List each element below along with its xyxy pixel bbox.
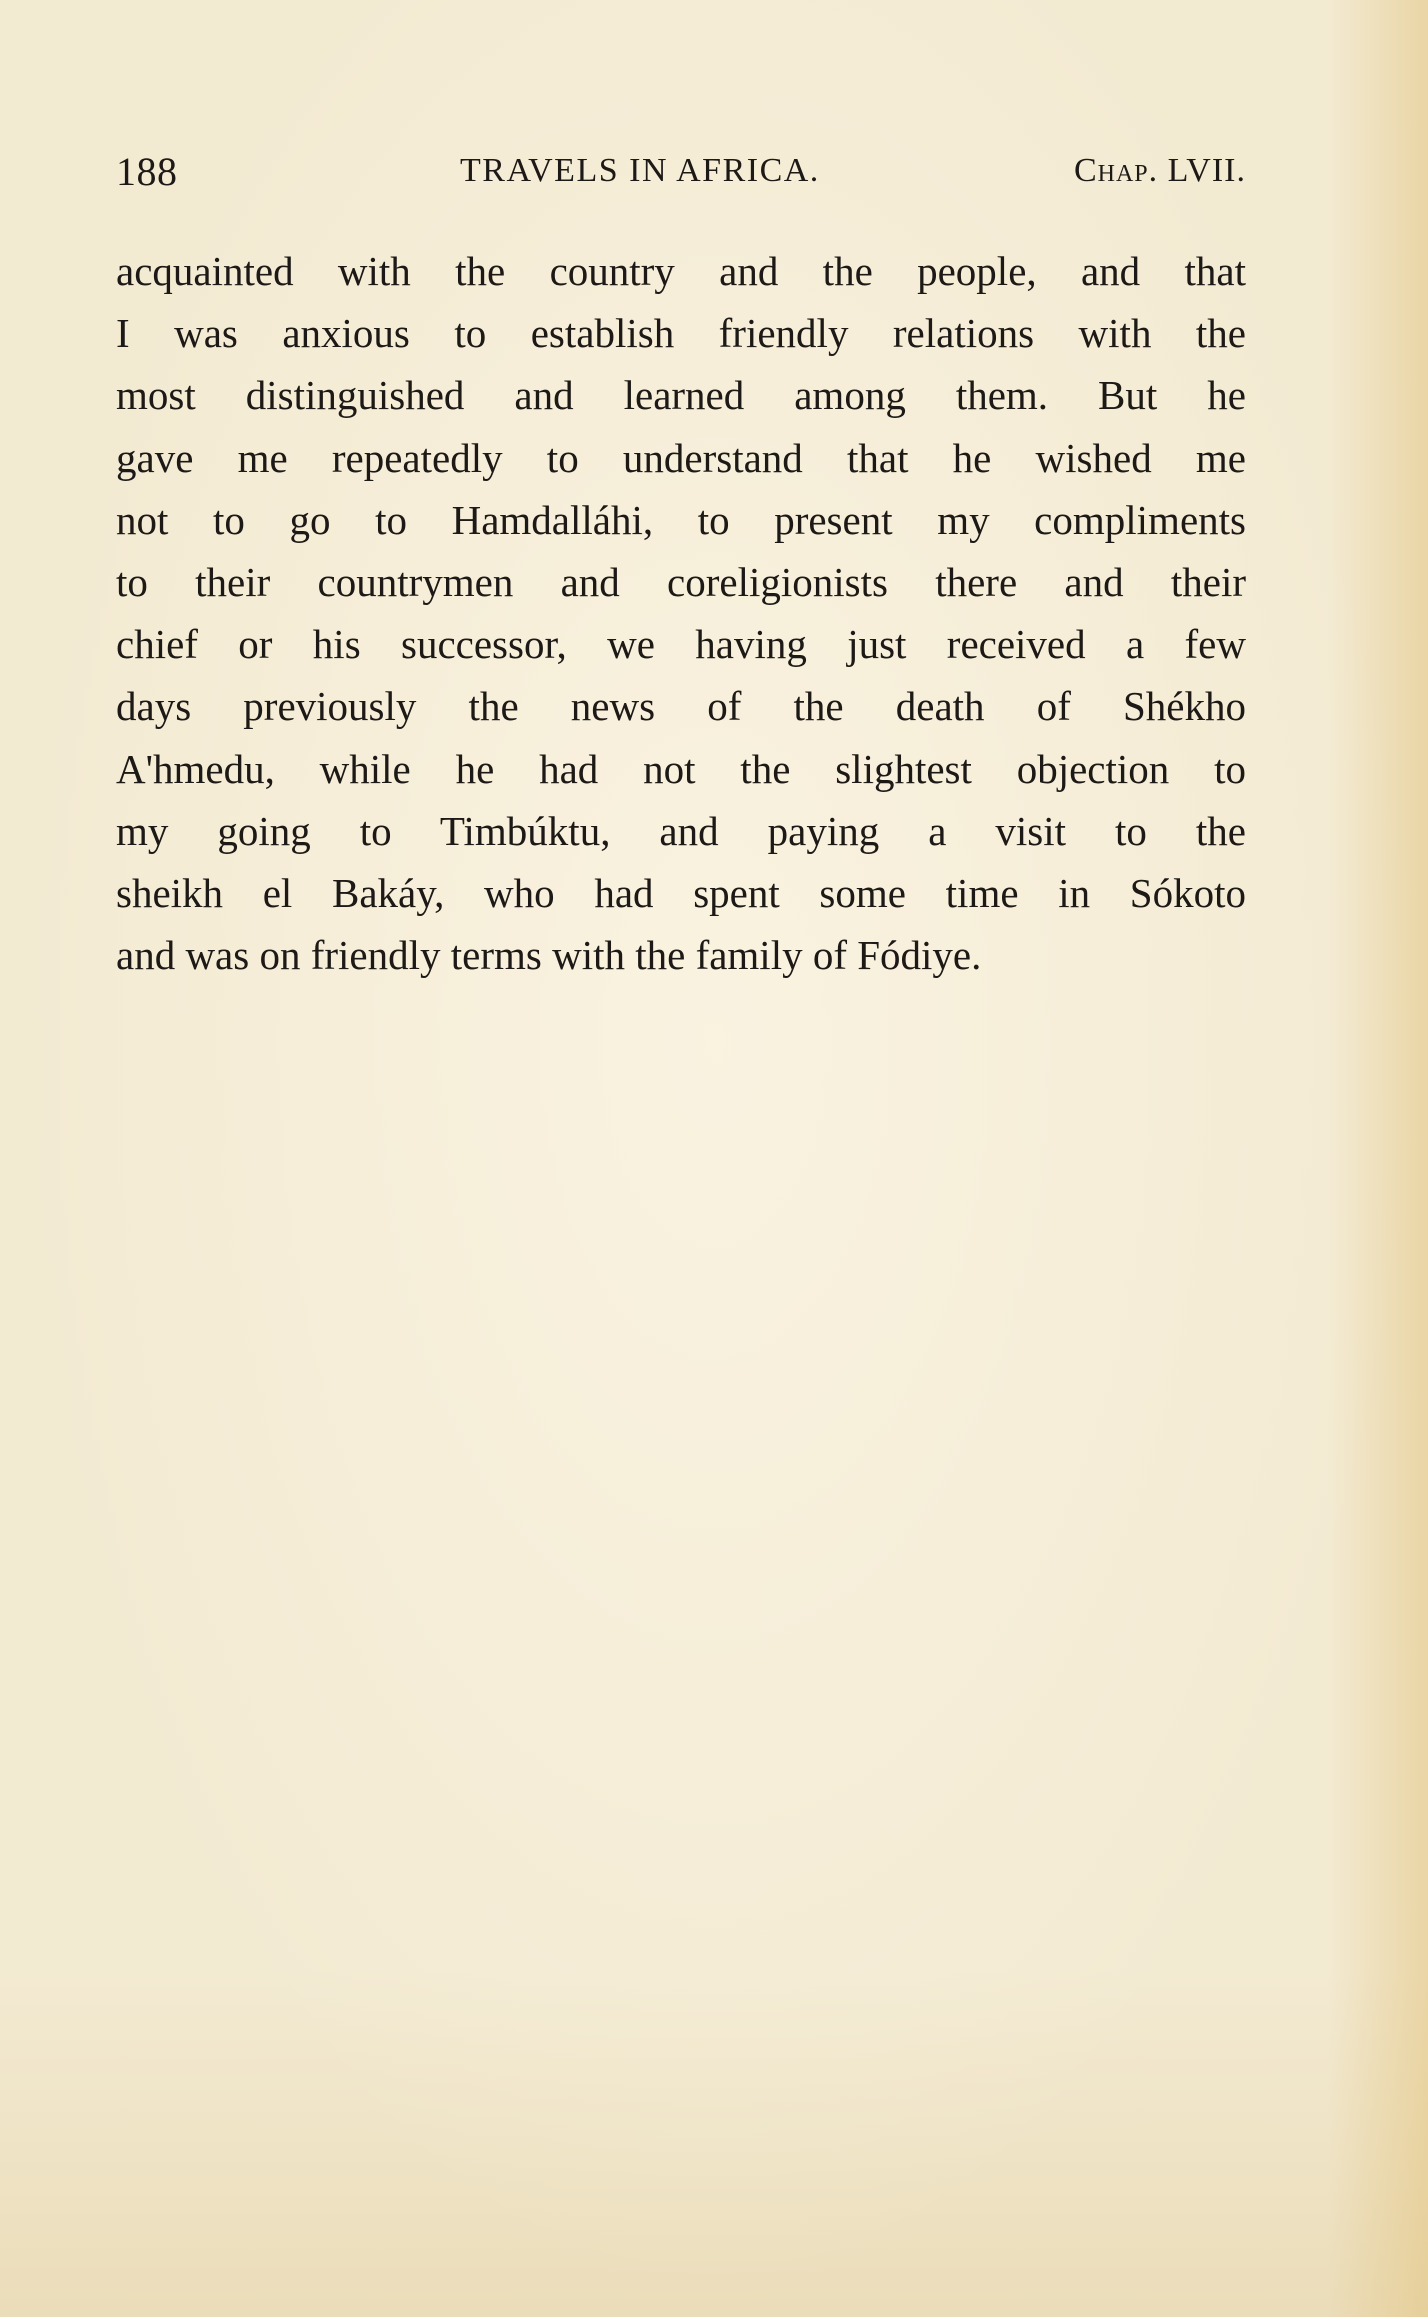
text-line: my going to Timbúktu, and paying a visit to the (116, 807, 1246, 854)
chapter-reference: Chap. LVII. (1073, 152, 1246, 189)
text-line: not to go to Hamdalláhi, to present my compliments (116, 496, 1246, 543)
text-line: A'hmedu, while he had not the slightest objection to (116, 745, 1246, 792)
text-line: I was anxious to establish friendly relations with the (116, 310, 1246, 357)
page-number: 188 (116, 149, 178, 194)
running-title: TRAVELS IN AFRICA. (460, 152, 820, 189)
text-line: sheikh el Bakáy, who had spent some time in Sókoto (116, 869, 1246, 916)
body-paragraph (116, 240, 1246, 986)
text-line: days previously the news of the death of Shékho (116, 683, 1246, 730)
running-header (116, 148, 1246, 198)
text-line: gave me repeatedly to understand that he wished me (116, 434, 1246, 481)
text-line: most distinguished and learned among them. But he (116, 372, 1246, 419)
text-line: chief or his successor, we having just received a few (116, 621, 1246, 668)
text-line: to their countrymen and coreligionists there and their (116, 558, 1246, 605)
text-line: acquainted with the country and the people, and that (116, 248, 1246, 294)
text-line: and was on friendly terms with the family of Fódiye. (116, 932, 982, 979)
